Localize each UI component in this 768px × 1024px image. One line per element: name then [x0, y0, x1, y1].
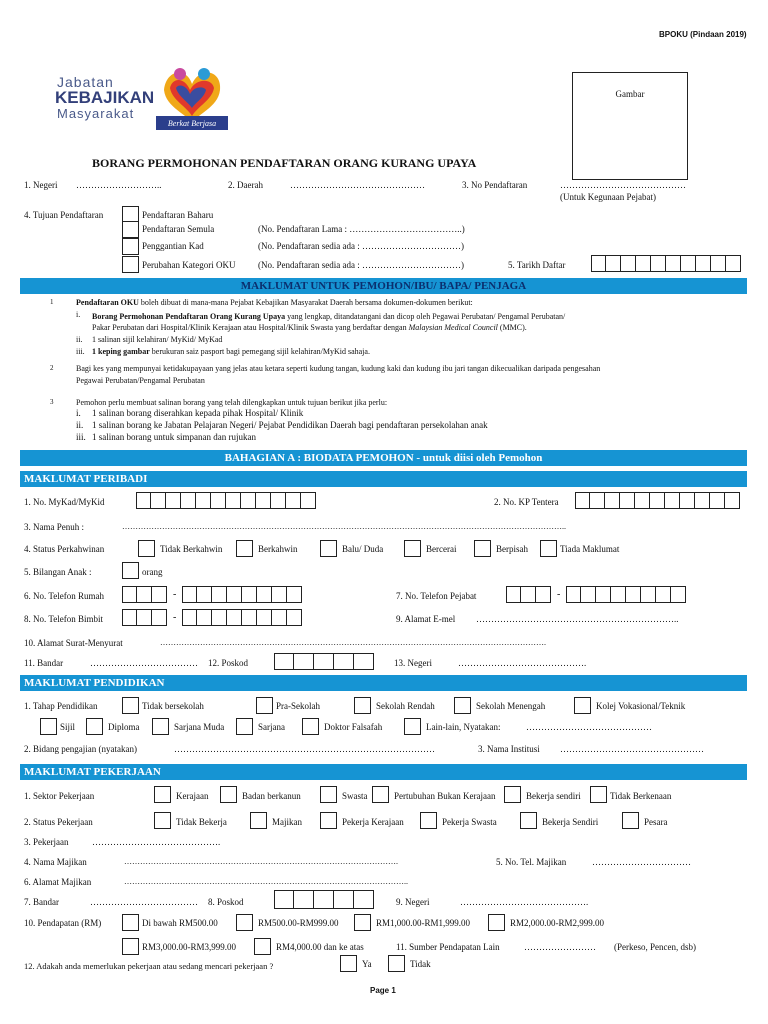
alamat-surat-label: 10. Alamat Surat-Menyurat: [24, 638, 123, 648]
negeri-majikan-field[interactable]: …………………………………….: [460, 897, 589, 907]
sumber-pendapatan-label: 11. Sumber Pendapatan Lain: [396, 942, 500, 952]
bekerja-sendiri-status-label: Bekerja Sendiri: [542, 817, 599, 827]
no-pendaftaran-sedia-ada-field-2[interactable]: (No. Pendaftaran sedia ada : ……………………………): [258, 260, 464, 270]
pesara-checkbox[interactable]: [622, 812, 639, 829]
info-item-ii-label: ii.: [76, 335, 83, 344]
telefon-pejabat-boxes[interactable]: [506, 586, 686, 603]
balu-duda-checkbox[interactable]: [320, 540, 337, 557]
bandar-majikan-label: 7. Bandar: [24, 897, 59, 907]
status-pekerjaan-label: 2. Status Pekerjaan: [24, 817, 93, 827]
rm3000-rm3999-label: RM3,000.00-RM3,999.00: [142, 942, 237, 952]
kp-tentera-boxes[interactable]: [575, 492, 740, 509]
form-code: BPOKU (Pindaan 2019): [659, 30, 747, 39]
telefon-rumah-label: 6. No. Telefon Rumah: [24, 591, 104, 601]
poskod-majikan-boxes[interactable]: [274, 890, 374, 909]
maklumat-peribadi-header: MAKLUMAT PERIBADI: [20, 471, 747, 487]
info-item-i-line2: Pakar Perubatan dari Hospital/Klinik Kerajaan atau Hospital/Klinik Swasta yang berdaftar dengan Malaysian Medical Council (MMC).: [92, 323, 527, 332]
info-item-ii: 1 salinan sijil kelahiran/ MyKid/ MyKad: [92, 335, 223, 344]
tidak-bersekolah-checkbox[interactable]: [122, 697, 139, 714]
badan-berkanun-checkbox[interactable]: [220, 786, 237, 803]
bekerja-sendiri-sektor-checkbox[interactable]: [504, 786, 521, 803]
rm2000-rm2999-checkbox[interactable]: [488, 914, 505, 931]
orang-label: orang: [142, 567, 163, 577]
rm4000-ke-atas-checkbox[interactable]: [254, 938, 271, 955]
telefon-bimbit-label: 8. No. Telefon Bimbit: [24, 614, 103, 624]
tiada-maklumat-label: Tiada Maklumat: [560, 544, 620, 554]
sektor-pekerjaan-label: 1. Sektor Pekerjaan: [24, 791, 95, 801]
bandar-label: 11. Bandar: [24, 658, 64, 668]
alamat-majikan-field[interactable]: ……………………………………………………………………………………………..: [124, 877, 408, 886]
sarjana-checkbox[interactable]: [236, 718, 253, 735]
nama-penuh-label: 3. Nama Penuh :: [24, 522, 84, 532]
pra-sekolah-checkbox[interactable]: [256, 697, 273, 714]
status-perkahwinan-label: 4. Status Perkahwinan: [24, 544, 105, 554]
balu-duda-label: Balu/ Duda: [342, 544, 384, 554]
tidak-checkbox[interactable]: [388, 955, 405, 972]
info-para-1: Pendaftaran OKU boleh dibuat di mana-mana Pejabat Kebajikan Masyarakat Daerah bersama dokumen-dokumen berikut:: [76, 298, 473, 307]
nama-penuh-field[interactable]: …………………………………………………………………………………………………………………………………………………..: [122, 522, 566, 531]
info-item-a: 1 salinan borang diserahkan kepada pihak Hospital/ Klinik: [92, 408, 304, 418]
nama-majikan-label: 4. Nama Majikan: [24, 857, 87, 867]
bahagian-a-header: BAHAGIAN A : BIODATA PEMOHON - untuk diisi oleh Pemohon: [20, 450, 747, 466]
telefon-bimbit-dash: -: [173, 612, 177, 623]
daerah-label: 2. Daerah: [228, 180, 263, 190]
doktor-falsafah-checkbox[interactable]: [302, 718, 319, 735]
penggantian-kad-checkbox[interactable]: [122, 238, 139, 255]
negeri-majikan-label: 9. Negeri: [396, 897, 430, 907]
info-para-2-line2: Pegawai Perubatan/Pengamal Perubatan: [76, 376, 205, 385]
pendaftaran-semula-checkbox[interactable]: [122, 221, 139, 238]
no-pendaftaran-sedia-ada-field-1[interactable]: (No. Pendaftaran sedia ada : ……………………………): [258, 241, 464, 251]
nama-institusi-label: 3. Nama Institusi: [478, 744, 540, 754]
rm2000-rm2999-label: RM2,000.00-RM2,999.00: [510, 918, 605, 928]
alamat-emel-label: 9. Alamat E-mel: [396, 614, 456, 624]
telefon-pejabat-label: 7. No. Telefon Pejabat: [396, 591, 477, 601]
poskod-boxes[interactable]: [274, 653, 374, 670]
logo-text-jabatan: Jabatan: [57, 74, 114, 90]
tidak-berkenaan-label: Tidak Berkenaan: [610, 791, 672, 801]
lain-lain-field[interactable]: ……………………………………: [526, 722, 652, 732]
no-pendaftaran-field[interactable]: ……………………………………: [560, 180, 686, 190]
rm1000-rm1999-label: RM1,000.00-RM1,999.00: [376, 918, 471, 928]
tidak-berkenaan-checkbox[interactable]: [590, 786, 607, 803]
rm1000-rm1999-checkbox[interactable]: [354, 914, 371, 931]
tarikh-daftar-label: 5. Tarikh Daftar: [508, 260, 566, 270]
bandar-majikan-field[interactable]: ………………………………: [90, 897, 198, 907]
logo-text-masyarakat: Masyarakat: [57, 106, 135, 121]
tidak-bersekolah-label: Tidak bersekolah: [142, 701, 204, 711]
lain-lain-checkbox[interactable]: [404, 718, 421, 735]
negeri-label: 1. Negeri: [24, 180, 58, 190]
bilangan-anak-box[interactable]: [122, 562, 139, 579]
alamat-surat-field[interactable]: ……………………………………………………………………………………………………………………………….: [160, 638, 546, 647]
badan-berkanun-label: Badan berkanun: [242, 791, 301, 801]
info-item-a-label: i.: [76, 408, 81, 418]
rm3000-rm3999-checkbox[interactable]: [122, 938, 139, 955]
di-bawah-rm500-checkbox[interactable]: [122, 914, 139, 931]
form-title: BORANG PERMOHONAN PENDAFTARAN ORANG KURANG UPAYA: [92, 156, 477, 170]
tahap-pendidikan-label: 1. Tahap Pendidikan: [24, 701, 98, 711]
pekerjaan-field[interactable]: …………………………………….: [92, 837, 221, 847]
pekerjaan-label: 3. Pekerjaan: [24, 837, 69, 847]
tiada-maklumat-checkbox[interactable]: [540, 540, 557, 557]
sekolah-menengah-label: Sekolah Menengah: [476, 701, 546, 711]
photo-box[interactable]: [572, 72, 688, 180]
majikan-checkbox[interactable]: [250, 812, 267, 829]
di-bawah-rm500-label: Di bawah RM500.00: [142, 918, 218, 928]
alamat-emel-field[interactable]: …………………………………………………………..: [476, 614, 679, 624]
diploma-label: Diploma: [108, 722, 140, 732]
sekolah-menengah-checkbox[interactable]: [454, 697, 471, 714]
berpisah-checkbox[interactable]: [474, 540, 491, 557]
tel-majikan-label: 5. No. Tel. Majikan: [496, 857, 567, 867]
doktor-falsafah-label: Doktor Falsafah: [324, 722, 383, 732]
rm500-rm999-label: RM500.00-RM999.00: [258, 918, 339, 928]
sarjana-label: Sarjana: [258, 722, 285, 732]
kolej-vokasional-label: Kolej Vokasional/Teknik: [596, 701, 686, 711]
perubahan-kategori-label: Perubahan Kategori OKU: [142, 260, 236, 270]
bekerja-sendiri-sektor-label: Bekerja sendiri: [526, 791, 581, 801]
bidang-pengajian-field[interactable]: ……………………………………………………………………………: [174, 744, 435, 754]
nama-institusi-field[interactable]: …………………………………………: [560, 744, 704, 754]
swasta-label: Swasta: [342, 791, 368, 801]
poskod-majikan-label: 8. Poskod: [208, 897, 244, 907]
tujuan-label: 4. Tujuan Pendaftaran: [24, 210, 104, 220]
sijil-checkbox[interactable]: [40, 718, 57, 735]
tidak-bekerja-label: Tidak Bekerja: [176, 817, 227, 827]
info-item-c-label: iii.: [76, 432, 86, 442]
daerah-field[interactable]: ………………………………………: [290, 180, 425, 190]
berpisah-label: Berpisah: [496, 544, 528, 554]
bercerai-label: Bercerai: [426, 544, 457, 554]
ngo-label: Pertubuhan Bukan Kerajaan: [394, 791, 496, 801]
tarikh-daftar-boxes[interactable]: [591, 255, 741, 272]
ngo-checkbox[interactable]: [372, 786, 389, 803]
sumber-pendapatan-field[interactable]: ……………………: [524, 942, 596, 952]
poskod-label: 12. Poskod: [208, 658, 249, 668]
pendaftaran-semula-label: Pendaftaran Semula: [142, 224, 215, 234]
info-item-i-label: i.: [76, 310, 81, 319]
jkm-logo-icon: [156, 60, 228, 132]
kp-tentera-label: 2. No. KP Tentera: [494, 497, 559, 507]
bekerja-sendiri-status-checkbox[interactable]: [520, 812, 537, 829]
penggantian-kad-label: Penggantian Kad: [142, 241, 204, 251]
tidak-label: Tidak: [410, 959, 431, 969]
pekerja-kerajaan-label: Pekerja Kerajaan: [342, 817, 404, 827]
pekerja-swasta-label: Pekerja Swasta: [442, 817, 497, 827]
pesara-label: Pesara: [644, 817, 668, 827]
maklumat-pendidikan-header: MAKLUMAT PENDIDIKAN: [20, 675, 747, 691]
rm4000-ke-atas-label: RM4,000.00 dan ke atas: [276, 942, 364, 952]
swasta-checkbox[interactable]: [320, 786, 337, 803]
rm500-rm999-checkbox[interactable]: [236, 914, 253, 931]
info-para-2: Bagi kes yang mempunyai ketidakupayaan yang jelas atau ketara seperti kudung tangan, kudung kaki dan kudung ibu jari tangan dikecualikan daripada pengesahan: [76, 364, 601, 373]
nama-majikan-field[interactable]: ………………………………………………………………………………………….: [124, 857, 398, 866]
alamat-majikan-label: 6. Alamat Majikan: [24, 877, 92, 887]
bidang-pengajian-label: 2. Bidang pengajian (nyatakan): [24, 744, 137, 754]
berkahwin-checkbox[interactable]: [236, 540, 253, 557]
sekolah-rendah-checkbox[interactable]: [354, 697, 371, 714]
pendaftaran-baharu-label: Pendaftaran Baharu: [142, 210, 214, 220]
info-item-iii: 1 keping gambar berukuran saiz pasport bagi pemegang sijil kelahiran/MyKid sahaja.: [92, 347, 370, 356]
sijil-label: Sijil: [60, 722, 76, 732]
kerajaan-checkbox[interactable]: [154, 786, 171, 803]
tidak-berkahwin-label: Tidak Berkahwin: [160, 544, 223, 554]
maklumat-pekerjaan-header: MAKLUMAT PEKERJAAN: [20, 764, 747, 780]
bilangan-anak-label: 5. Bilangan Anak :: [24, 567, 92, 577]
kerajaan-label: Kerajaan: [176, 791, 209, 801]
diploma-checkbox[interactable]: [86, 718, 103, 735]
info-num-3: 3: [50, 398, 54, 406]
lain-lain-label: Lain-lain, Nyatakan:: [426, 722, 501, 732]
telefon-bimbit-boxes[interactable]: [122, 609, 302, 626]
ya-label: Ya: [362, 959, 372, 969]
negeri-peribadi-field[interactable]: …………………………………….: [458, 658, 587, 668]
kegunaan-pejabat-note: (Untuk Kegunaan Pejabat): [560, 192, 656, 202]
kolej-vokasional-checkbox[interactable]: [574, 697, 591, 714]
info-item-b: 1 salinan borang ke Jabatan Pelajaran Negeri/ Pejabat Pendidikan Daerah bagi pendaftaran persekolahan anak: [92, 420, 488, 430]
majikan-label: Majikan: [272, 817, 302, 827]
tidak-bekerja-checkbox[interactable]: [154, 812, 171, 829]
info-item-i: Borang Permohonan Pendaftaran Orang Kurang Upaya yang lengkap, ditandatangani dan dicop oleh Pegawai Perubatan/ Pengamal Perubatan/: [92, 312, 566, 321]
maklumat-pemohon-section-header: MAKLUMAT UNTUK PEMOHON/IBU/ BAPA/ PENJAGA: [20, 278, 747, 294]
pendapatan-label: 10. Pendapatan (RM): [24, 918, 102, 928]
mykad-boxes[interactable]: [136, 492, 316, 509]
bandar-field[interactable]: ………………………………: [90, 658, 198, 668]
sarjana-muda-checkbox[interactable]: [152, 718, 169, 735]
berkahwin-label: Berkahwin: [258, 544, 298, 554]
logo-text-kebajikan: KEBAJIKAN: [55, 88, 155, 107]
info-num-1: 1: [50, 298, 54, 306]
sumber-pendapatan-examples: (Perkeso, Pencen, dsb): [614, 942, 696, 952]
info-item-iii-label: iii.: [76, 347, 85, 356]
info-para-3: Pemohon perlu membuat salinan borang yang telah dilengkapkan untuk tujuan berikut jika perlu:: [76, 398, 388, 407]
pekerja-swasta-checkbox[interactable]: [420, 812, 437, 829]
sekolah-rendah-label: Sekolah Rendah: [376, 701, 435, 711]
telefon-pejabat-dash: -: [557, 589, 561, 600]
telefon-rumah-boxes[interactable]: [122, 586, 302, 603]
q12-label: 12. Adakah anda memerlukan pekerjaan atau sedang mencari pekerjaan ?: [24, 961, 274, 971]
perubahan-kategori-checkbox[interactable]: [122, 256, 139, 273]
logo-tagline: Berkat Berjasa: [167, 119, 217, 128]
no-pendaftaran-lama-field[interactable]: (No. Pendaftaran Lama : ………………………………..): [258, 224, 465, 234]
negeri-peribadi-label: 13. Negeri: [394, 658, 432, 668]
sarjana-muda-label: Sarjana Muda: [174, 722, 225, 732]
tidak-berkahwin-checkbox[interactable]: [138, 540, 155, 557]
pekerja-kerajaan-checkbox[interactable]: [320, 812, 337, 829]
info-item-c: 1 salinan borang untuk simpanan dan rujukan: [92, 432, 256, 442]
photo-label: Gambar: [615, 89, 645, 99]
page-number: Page 1: [370, 986, 396, 995]
negeri-field[interactable]: ………………………..: [76, 180, 162, 190]
tel-majikan-field[interactable]: ……………………………: [592, 857, 691, 867]
mykad-label: 1. No. MyKad/MyKid: [24, 497, 105, 507]
ya-checkbox[interactable]: [340, 955, 357, 972]
info-num-2: 2: [50, 364, 54, 372]
telefon-rumah-dash: -: [173, 589, 177, 600]
pra-sekolah-label: Pra-Sekolah: [276, 701, 320, 711]
bercerai-checkbox[interactable]: [404, 540, 421, 557]
info-item-b-label: ii.: [76, 420, 84, 430]
no-pendaftaran-label: 3. No Pendaftaran: [462, 180, 528, 190]
